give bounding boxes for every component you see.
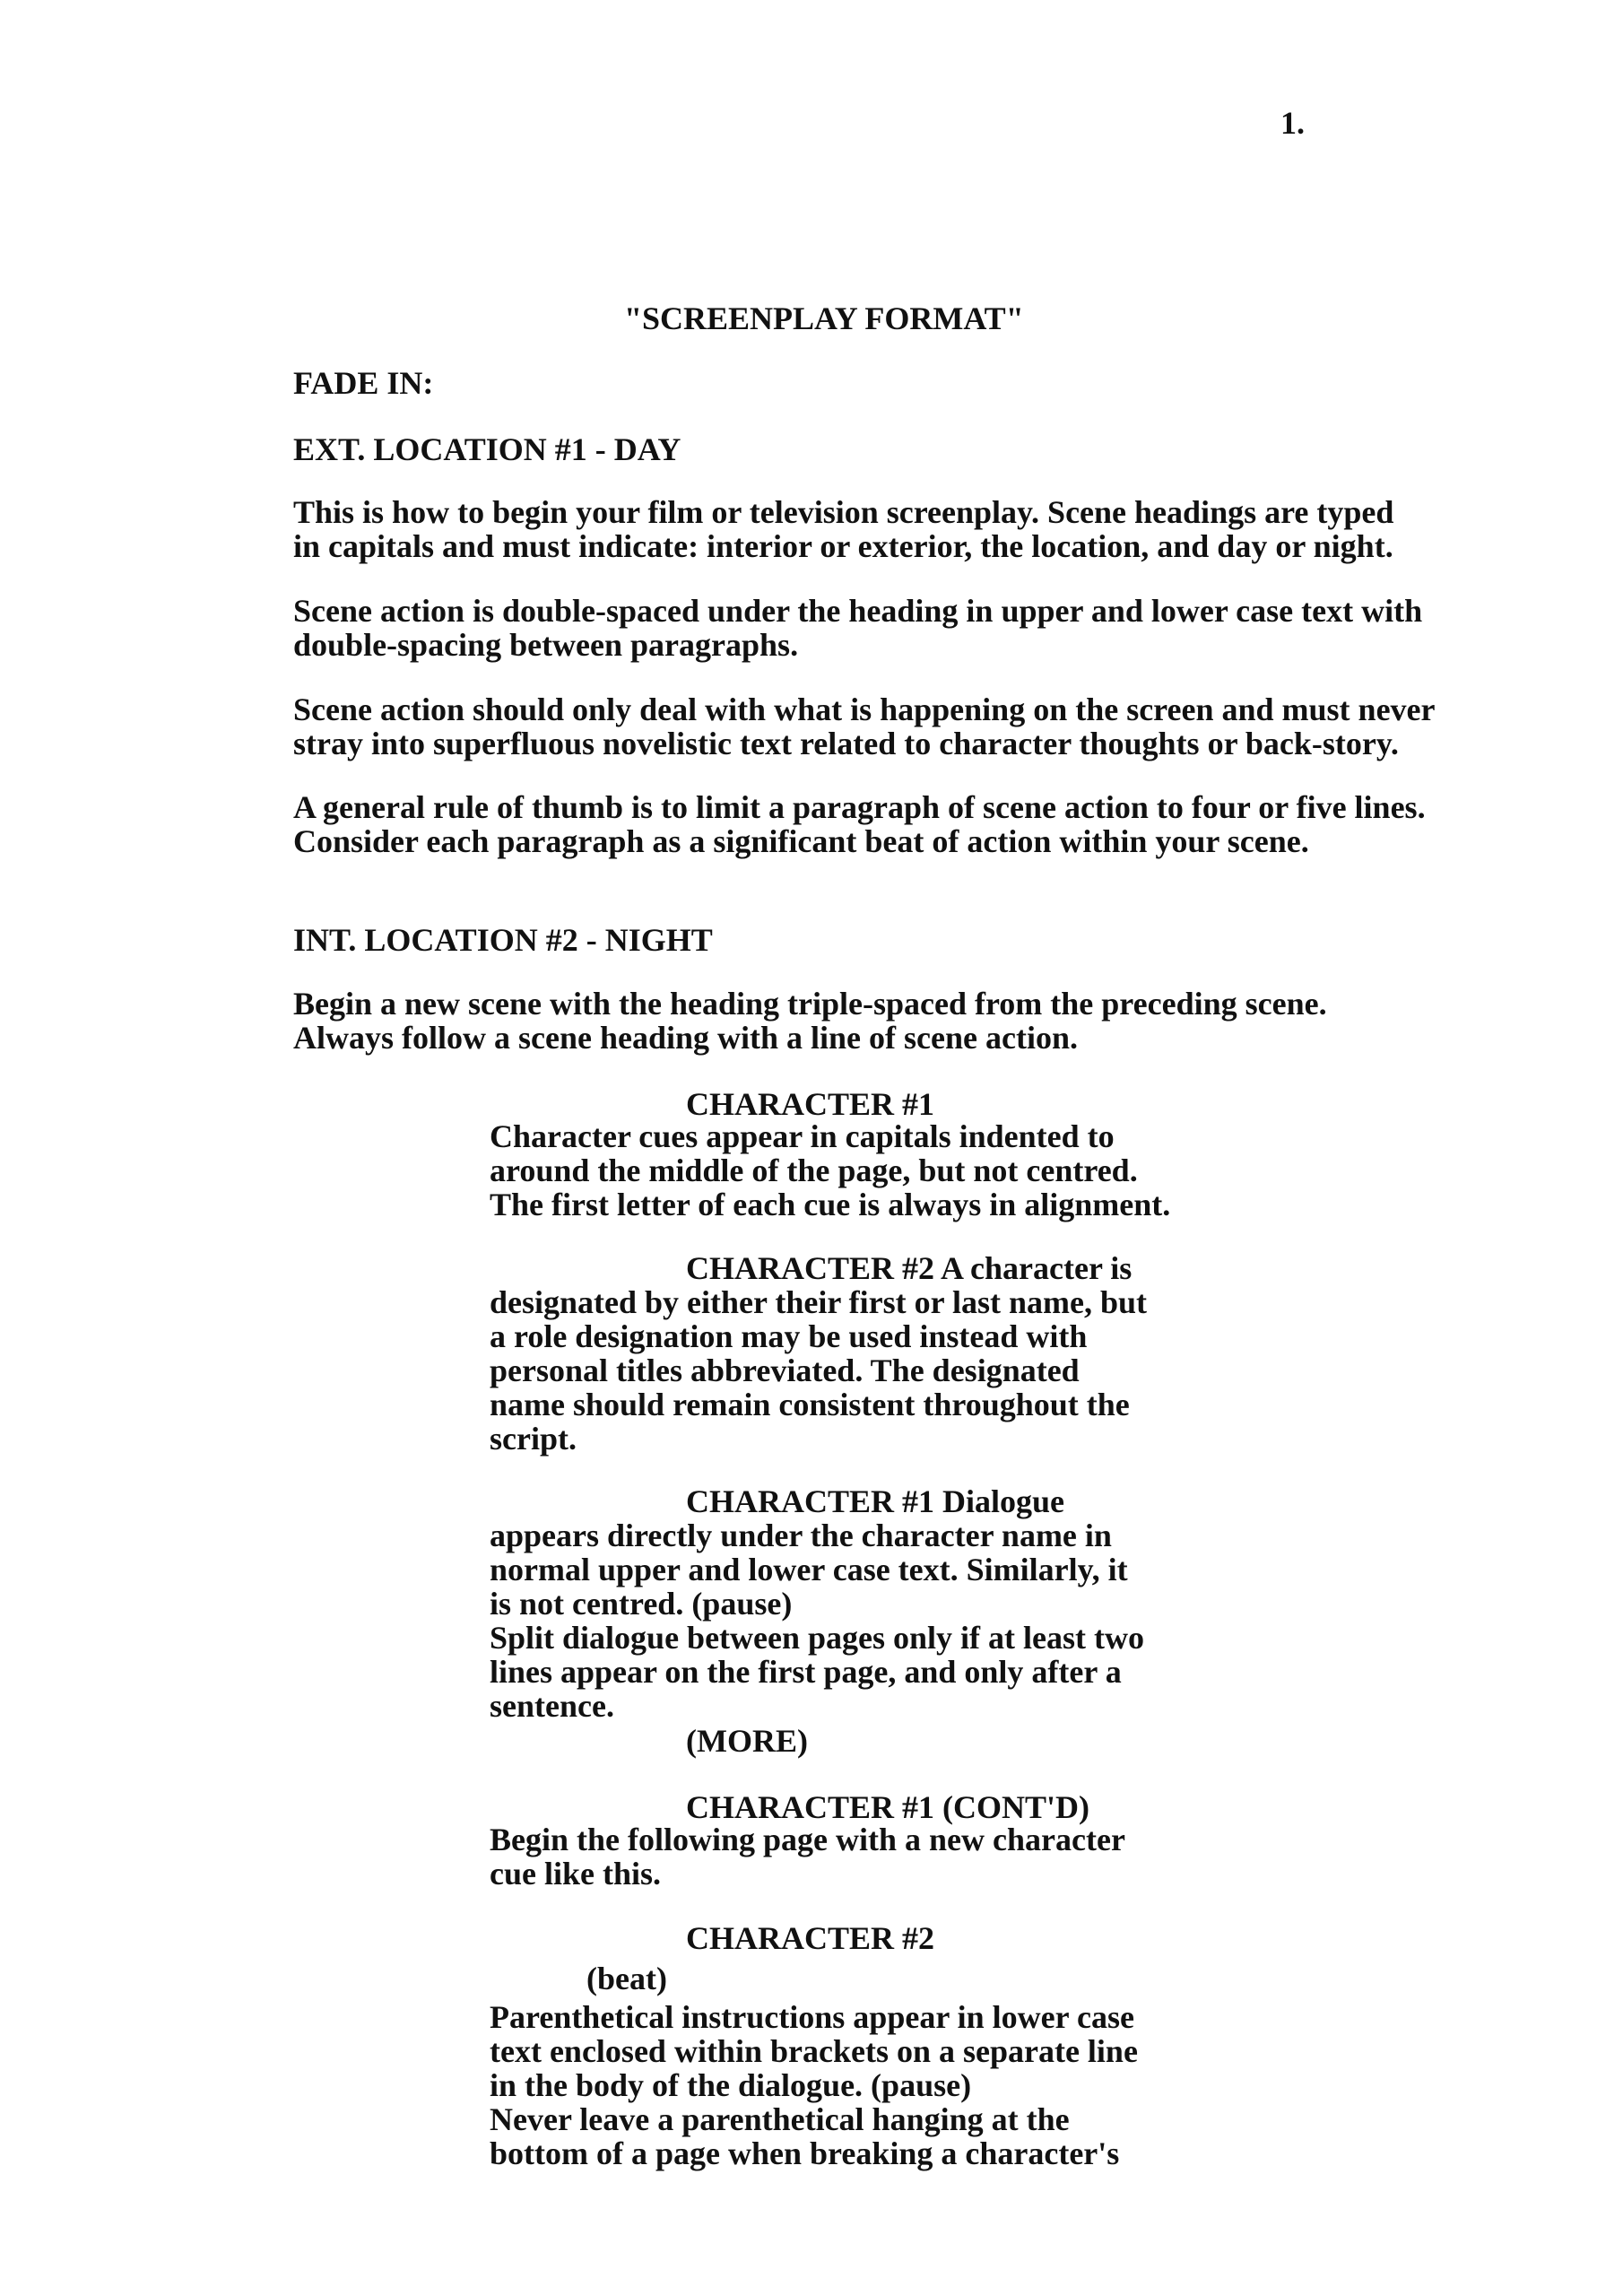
dialogue-line: The first letter of each cue is always in alignment. [490, 1187, 1171, 1222]
action-line: Consider each paragraph as a significant beat of action within your scene. [293, 823, 1309, 859]
action-line: double-spacing between paragraphs. [293, 627, 799, 663]
dialogue-line: name should remain consistent throughout the [490, 1387, 1130, 1422]
screenplay-title: "SCREENPLAY FORMAT" [624, 300, 1024, 336]
scene-action-paragraph [293, 790, 1426, 858]
action-line: A general rule of thumb is to limit a paragraph of scene action to four or five lines. [293, 789, 1426, 825]
scene-action-paragraph [293, 594, 1422, 662]
dialogue-line: Character cues appear in capitals indented to [490, 1118, 1115, 1154]
action-line: Always follow a scene heading with a line of scene action. [293, 1020, 1078, 1056]
action-line: stray into superfluous novelistic text related to character thoughts or back-story. [293, 726, 1399, 761]
more-marker: (MORE) [686, 1723, 808, 1759]
dialogue-line: in the body of the dialogue. (pause) [490, 2067, 972, 2103]
parenthetical: (beat) [586, 1961, 667, 1996]
dialogue-line: Split dialogue between pages only if at least two [490, 1620, 1145, 1656]
character-cue-line: CHARACTER #2 A character is [686, 1250, 1133, 1286]
dialogue-block [490, 1484, 1144, 1723]
scene-heading-2: INT. LOCATION #2 - NIGHT [293, 922, 713, 958]
action-line: This is how to begin your film or television screenplay. Scene headings are typed [293, 494, 1394, 530]
dialogue-block [490, 2000, 1138, 2170]
dialogue-block [490, 1119, 1170, 1222]
action-line: Scene action should only deal with what is happening on the screen and must never [293, 691, 1436, 727]
dialogue-line: sentence. [490, 1688, 614, 1724]
scene-action-paragraph [293, 692, 1436, 761]
character-cue-continued: CHARACTER #1 (CONT'D) [686, 1789, 1089, 1825]
dialogue-line: text enclosed within brackets on a separate line [490, 2033, 1138, 2069]
dialogue-line: is not centred. (pause) [490, 1586, 793, 1622]
dialogue-line: Never leave a parenthetical hanging at the [490, 2101, 1070, 2137]
page-number: 1. [1280, 105, 1305, 141]
dialogue-line: normal upper and lower case text. Similarly, it [490, 1552, 1128, 1587]
scene-heading-1: EXT. LOCATION #1 - DAY [293, 431, 681, 467]
dialogue-block [490, 1251, 1147, 1456]
dialogue-line: a role designation may be used instead with [490, 1318, 1088, 1354]
dialogue-line: personal titles abbreviated. The designated [490, 1352, 1080, 1388]
transition-fade-in: FADE IN: [293, 365, 434, 401]
action-line: Scene action is double-spaced under the heading in upper and lower case text with [293, 593, 1423, 629]
dialogue-line: script. [490, 1421, 577, 1457]
character-cue: CHARACTER #1 [686, 1086, 935, 1122]
character-cue: CHARACTER #2 [686, 1920, 935, 1956]
action-line: in capitals and must indicate: interior or exterior, the location, and day or night. [293, 528, 1393, 564]
scene-action-paragraph [293, 987, 1327, 1055]
dialogue-block [490, 1822, 1125, 1891]
scene-action-paragraph [293, 495, 1393, 563]
dialogue-line: around the middle of the page, but not centred. [490, 1152, 1138, 1188]
dialogue-line: designated by either their first or last name, but [490, 1284, 1147, 1320]
dialogue-line: lines appear on the first page, and only after a [490, 1654, 1122, 1690]
character-cue-line: CHARACTER #1 Dialogue [686, 1483, 1065, 1519]
dialogue-line: Parenthetical instructions appear in lower case [490, 1999, 1134, 2035]
dialogue-line: cue like this. [490, 1856, 662, 1892]
dialogue-line: appears directly under the character name in [490, 1518, 1112, 1553]
dialogue-line: bottom of a page when breaking a character's [490, 2135, 1120, 2171]
dialogue-line: Begin the following page with a new character [490, 1822, 1125, 1857]
action-line: Begin a new scene with the heading triple-spaced from the preceding scene. [293, 986, 1327, 1022]
